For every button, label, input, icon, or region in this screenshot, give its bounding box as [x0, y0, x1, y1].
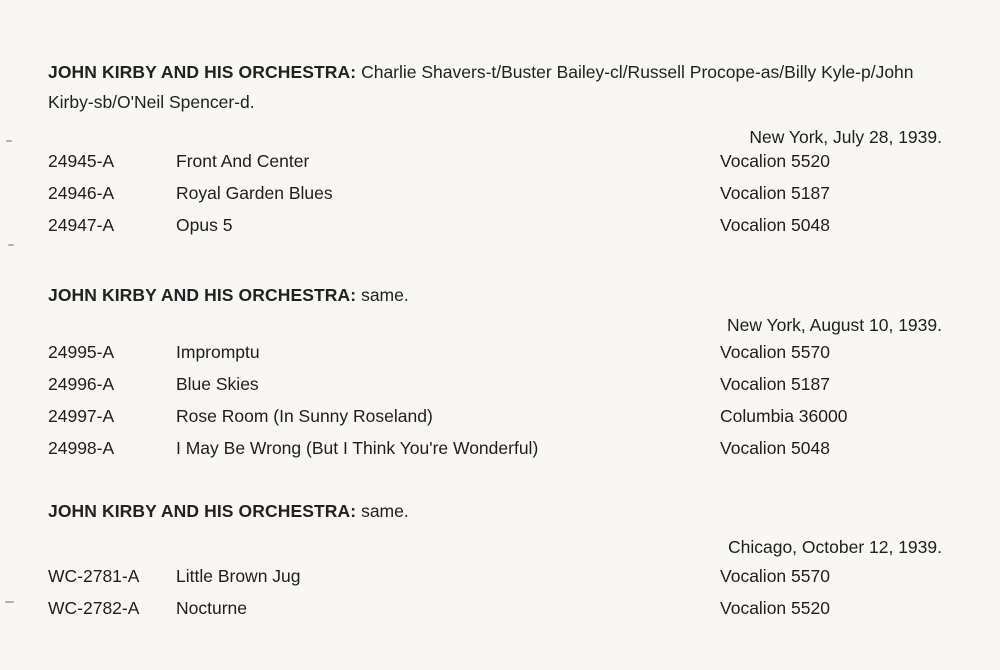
issue-number: Vocalion 5048 — [720, 215, 830, 235]
track-row — [0, 210, 1000, 241]
session-date: New York, August 10, 1939. — [726, 315, 942, 335]
session-header — [48, 57, 948, 117]
personnel: Charlie Shavers-t/Buster Bailey-cl/Russell Procope-as/Billy Kyle-p/John Kirby-sb/O'Neil Spencer-d. — [48, 62, 914, 112]
matrix-number: WC-2782-A — [48, 598, 140, 618]
issue-number: Vocalion 5048 — [720, 438, 830, 458]
personnel: same. — [361, 285, 409, 305]
matrix-number: WC-2781-A — [48, 566, 140, 586]
issue-number: Vocalion 5187 — [720, 183, 830, 203]
track-title: Opus 5 — [176, 215, 233, 235]
track-title: Impromptu — [176, 342, 260, 362]
session-header — [48, 496, 409, 526]
track-row — [0, 146, 1000, 177]
session-date: Chicago, October 12, 1939. — [727, 537, 942, 557]
track-title: I May Be Wrong (But I Think You're Wonderful) — [176, 438, 539, 458]
margin-mark — [8, 244, 14, 246]
track-title: Nocturne — [176, 598, 248, 618]
track-row — [0, 433, 1000, 464]
issue-number: Vocalion 5520 — [720, 598, 830, 618]
matrix-number: 24947-A — [48, 215, 115, 235]
track-row — [0, 178, 1000, 209]
session-date: New York, July 28, 1939. — [749, 127, 942, 147]
matrix-number: 24995-A — [48, 342, 115, 362]
track-row — [0, 369, 1000, 400]
matrix-number: 24946-A — [48, 183, 115, 203]
issue-number: Vocalion 5520 — [720, 151, 830, 171]
track-row — [0, 561, 1000, 592]
issue-number: Vocalion 5570 — [720, 566, 830, 586]
issue-number: Vocalion 5187 — [720, 374, 830, 394]
track-title: Front And Center — [176, 151, 310, 171]
track-title: Blue Skies — [176, 374, 259, 394]
margin-mark — [6, 140, 12, 142]
session-header — [48, 280, 409, 310]
track-row — [0, 337, 1000, 368]
track-row — [0, 401, 1000, 432]
track-title: Little Brown Jug — [176, 566, 301, 586]
personnel: same. — [361, 501, 409, 521]
band-name: JOHN KIRBY AND HIS ORCHESTRA: — [48, 62, 357, 82]
matrix-number: 24945-A — [48, 151, 115, 171]
matrix-number: 24997-A — [48, 406, 115, 426]
band-name: JOHN KIRBY AND HIS ORCHESTRA: — [48, 501, 357, 521]
matrix-number: 24998-A — [48, 438, 115, 458]
band-name: JOHN KIRBY AND HIS ORCHESTRA: — [48, 285, 357, 305]
track-title: Royal Garden Blues — [176, 183, 333, 203]
track-row — [0, 593, 1000, 624]
track-title: Rose Room (In Sunny Roseland) — [176, 406, 433, 426]
issue-number: Columbia 36000 — [720, 406, 848, 426]
issue-number: Vocalion 5570 — [720, 342, 830, 362]
matrix-number: 24996-A — [48, 374, 115, 394]
